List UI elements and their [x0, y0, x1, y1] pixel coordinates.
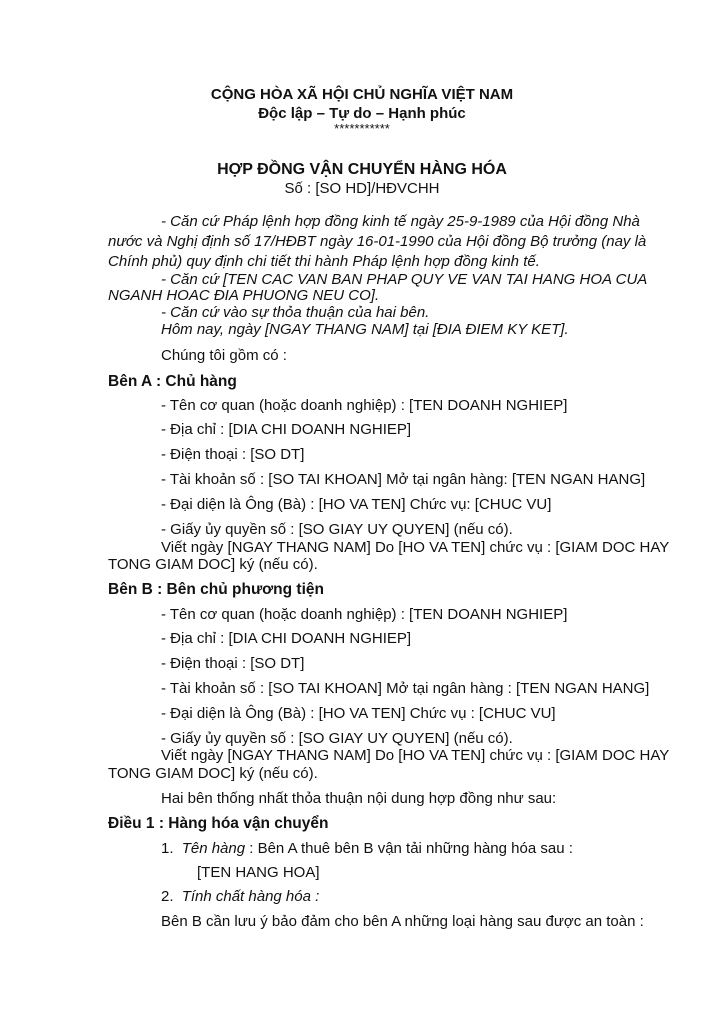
party-a-signed-cont: TONG GIAM DOC] ký (nếu có).: [108, 556, 318, 573]
preamble-line: Hôm nay, ngày [NGAY THANG NAM] tại [ĐIA ĐIEM KY KET].: [161, 321, 569, 338]
party-a-phone: - Điện thoại : [SO DT]: [161, 446, 305, 463]
party-a-representative: - Đại diện là Ông (Bà) : [HO VA TEN] Chức vụ: [CHUC VU]: [161, 496, 552, 513]
preamble-line: - Căn cứ vào sự thỏa thuận của hai bên.: [161, 304, 430, 321]
agreement-text: Hai bên thống nhất thỏa thuận nội dung hợp đồng như sau:: [161, 790, 557, 807]
party-a-signed: Viết ngày [NGAY THANG NAM] Do [HO VA TEN] chức vụ : [GIAM DOC HAY: [161, 539, 670, 556]
party-b-authorization: - Giấy ủy quyền số : [SO GIAY UY QUYEN] (nếu có).: [161, 730, 513, 747]
party-b-signed: Viết ngày [NGAY THANG NAM] Do [HO VA TEN] chức vụ : [GIAM DOC HAY: [161, 747, 670, 764]
contract-number: Số : [SO HD]/HĐVCHH: [284, 180, 440, 197]
party-a-address: - Địa chỉ : [DIA CHI DOANH NGHIEP]: [161, 421, 412, 438]
preamble-line: nước và Nghị định số 17/HĐBT ngày 16-01-1990 của Hội đồng Bộ trưởng (nay là: [108, 233, 647, 250]
party-a-account: - Tài khoản số : [SO TAI KHOAN] Mở tại ngân hàng: [TEN NGAN HANG]: [161, 471, 646, 488]
party-a-heading: Bên A : Chủ hàng: [108, 373, 237, 390]
party-a-authorization: - Giấy ủy quyền số : [SO GIAY UY QUYEN] (nếu có).: [161, 521, 513, 538]
motto: Độc lập – Tự do – Hạnh phúc: [258, 105, 466, 122]
article-1-item-2: [161, 888, 319, 906]
item-label: Tính chất hàng hóa :: [181, 888, 320, 905]
preamble-line: Chính phủ) quy định chi tiết thi hành Pháp lệnh hợp đồng kinh tế.: [108, 253, 540, 270]
item-label: Tên hàng: [181, 840, 246, 857]
preamble-line: - Căn cứ [TEN CAC VAN BAN PHAP QUY VE VAN TAI HANG HOA CUA: [161, 271, 648, 288]
party-b-address: - Địa chỉ : [DIA CHI DOANH NGHIEP]: [161, 630, 412, 647]
safety-note: Bên B cần lưu ý bảo đảm cho bên A những loại hàng sau được an toàn :: [161, 913, 644, 930]
item-number: 1.: [161, 840, 174, 857]
intro-text: Chúng tôi gồm có :: [161, 347, 287, 364]
party-b-signed-cont: TONG GIAM DOC] ký (nếu có).: [108, 765, 318, 782]
stars-divider: ***********: [334, 121, 390, 136]
preamble-line: NGANH HOAC ĐIA PHUONG NEU CO].: [108, 287, 380, 304]
party-b-phone: - Điện thoại : [SO DT]: [161, 655, 305, 672]
article-1-item-1: [161, 840, 573, 858]
nation-heading: CỘNG HÒA XÃ HỘI CHỦ NGHĨA VIỆT NAM: [210, 86, 514, 103]
goods-name: [TEN HANG HOA]: [197, 864, 320, 881]
party-a-org: - Tên cơ quan (hoặc doanh nghiệp) : [TEN DOANH NGHIEP]: [161, 397, 568, 414]
item-text: : Bên A thuê bên B vận tải những hàng hóa sau :: [249, 840, 573, 857]
article-1-heading: Điều 1 : Hàng hóa vận chuyển: [108, 815, 329, 832]
contract-title: HỢP ĐỒNG VẬN CHUYỂN HÀNG HÓA: [217, 161, 507, 178]
party-b-representative: - Đại diện là Ông (Bà) : [HO VA TEN] Chức vụ : [CHUC VU]: [161, 705, 556, 722]
party-b-heading: Bên B : Bên chủ phương tiện: [108, 581, 324, 598]
party-b-org: - Tên cơ quan (hoặc doanh nghiệp) : [TEN DOANH NGHIEP]: [161, 606, 568, 623]
item-number: 2.: [161, 888, 174, 905]
party-b-account: - Tài khoản số : [SO TAI KHOAN] Mở tại ngân hàng : [TEN NGAN HANG]: [161, 680, 650, 697]
preamble-line: - Căn cứ Pháp lệnh hợp đồng kinh tế ngày 25-9-1989 của Hội đồng Nhà: [161, 213, 640, 230]
